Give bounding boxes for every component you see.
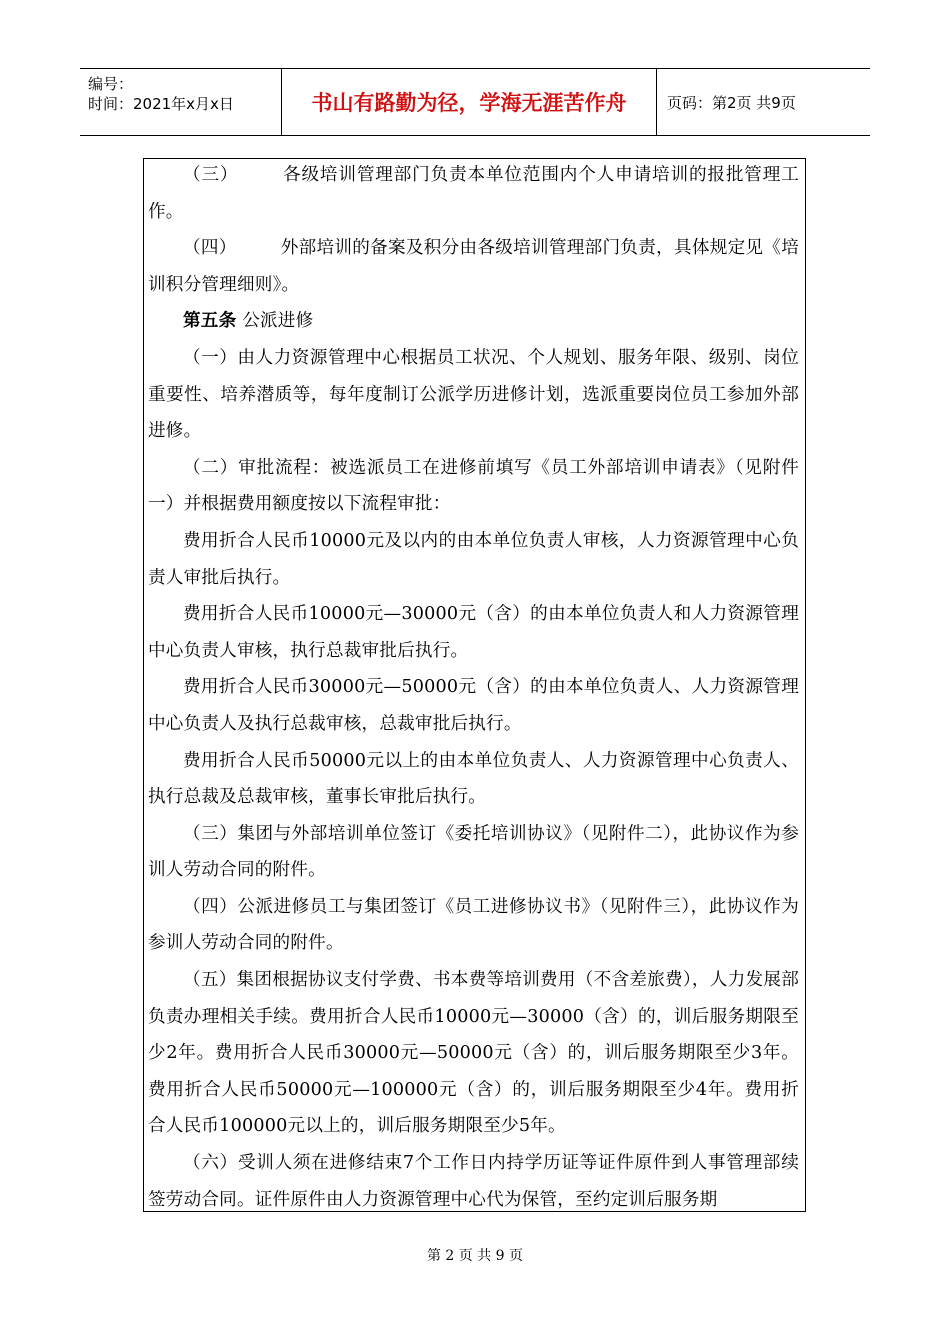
header-motto: 书山有路勤为径，学海无涯苦作舟 bbox=[282, 69, 657, 135]
paragraph-text: 各级培训管理部门负责本单位范围内个人申请培训的报批管理工作。 bbox=[148, 165, 799, 222]
paragraph: 费用折合人民币10000元及以内的由本单位负责人审核，人力资源管理中心负责人审批后执行。 bbox=[148, 530, 799, 588]
paragraph: 费用折合人民币50000元以上的由本单位负责人、人力资源管理中心负责人、执行总裁及总裁审核，董事长审批后执行。 bbox=[148, 750, 799, 808]
article-heading bbox=[144, 303, 805, 340]
document-date: 时间：2021年x月x日 bbox=[88, 95, 234, 113]
document-number-label: 编号： bbox=[88, 75, 134, 93]
article-title: 公派进修 bbox=[242, 311, 314, 332]
paragraph: （五）集团根据协议支付学费、书本费等培训费用（不含差旅费），人力发展部负责办理相关手续。费用折合人民币10000元—30000（含）的，训后服务期限至少2年。费用折合人民币30000元—50000元（含）的，训后服务期限至少3年。费用折合人民币50000元—100000元（含）的，训后服务期限至少4年。费用折合人民币100000元以上的，训后服务期限至少5年。 bbox=[148, 970, 799, 1137]
paragraph-text: 外部培训的备案及积分由各级培训管理部门负责，具体规定见《培训积分管理细则》。 bbox=[148, 238, 799, 295]
item-prefix: （四） bbox=[183, 238, 237, 259]
document-body bbox=[143, 158, 806, 1212]
page-footer: 第 2 页 共 9 页 bbox=[426, 1248, 524, 1264]
paragraph: 费用折合人民币30000元—50000元（含）的由本单位负责人、人力资源管理中心负责人及执行总裁审核，总裁审批后执行。 bbox=[148, 677, 799, 734]
header-page-code: 页码：第2页 共9页 bbox=[667, 93, 796, 112]
paragraph: （二）审批流程：被选派员工在进修前填写《员工外部培训申请表》（见附件一）并根据费用额度按以下流程审批： bbox=[148, 457, 799, 515]
item-prefix: （三） bbox=[183, 165, 239, 185]
paragraph-3 bbox=[144, 158, 805, 230]
paragraph: （六）受训人须在进修结束7个工作日内持学历证等证件原件到人事管理部续签劳动合同。证件原件由人力资源管理中心代为保管，至约定训后服务期 bbox=[148, 1153, 799, 1210]
page-header bbox=[80, 68, 870, 136]
paragraph-4 bbox=[144, 230, 805, 303]
paragraph: 费用折合人民币10000元—30000元（含）的由本单位负责人和人力资源管理中心负责人审核，执行总裁审批后执行。 bbox=[148, 604, 799, 661]
paragraph: （四）公派进修员工与集团签订《员工进修协议书》（见附件三），此协议作为参训人劳动合同的附件。 bbox=[148, 896, 799, 954]
paragraph: （三）集团与外部培训单位签订《委托培训协议》（见附件二），此协议作为参训人劳动合同的附件。 bbox=[148, 823, 799, 881]
article-label: 第五条 bbox=[183, 310, 237, 332]
paragraph: （一）由人力资源管理中心根据员工状况、个人规划、服务年限、级别、岗位重要性、培养潜质等，每年度制订公派学历进修计划，选派重要岗位员工参加外部进修。 bbox=[148, 347, 799, 442]
header-meta bbox=[80, 69, 282, 135]
